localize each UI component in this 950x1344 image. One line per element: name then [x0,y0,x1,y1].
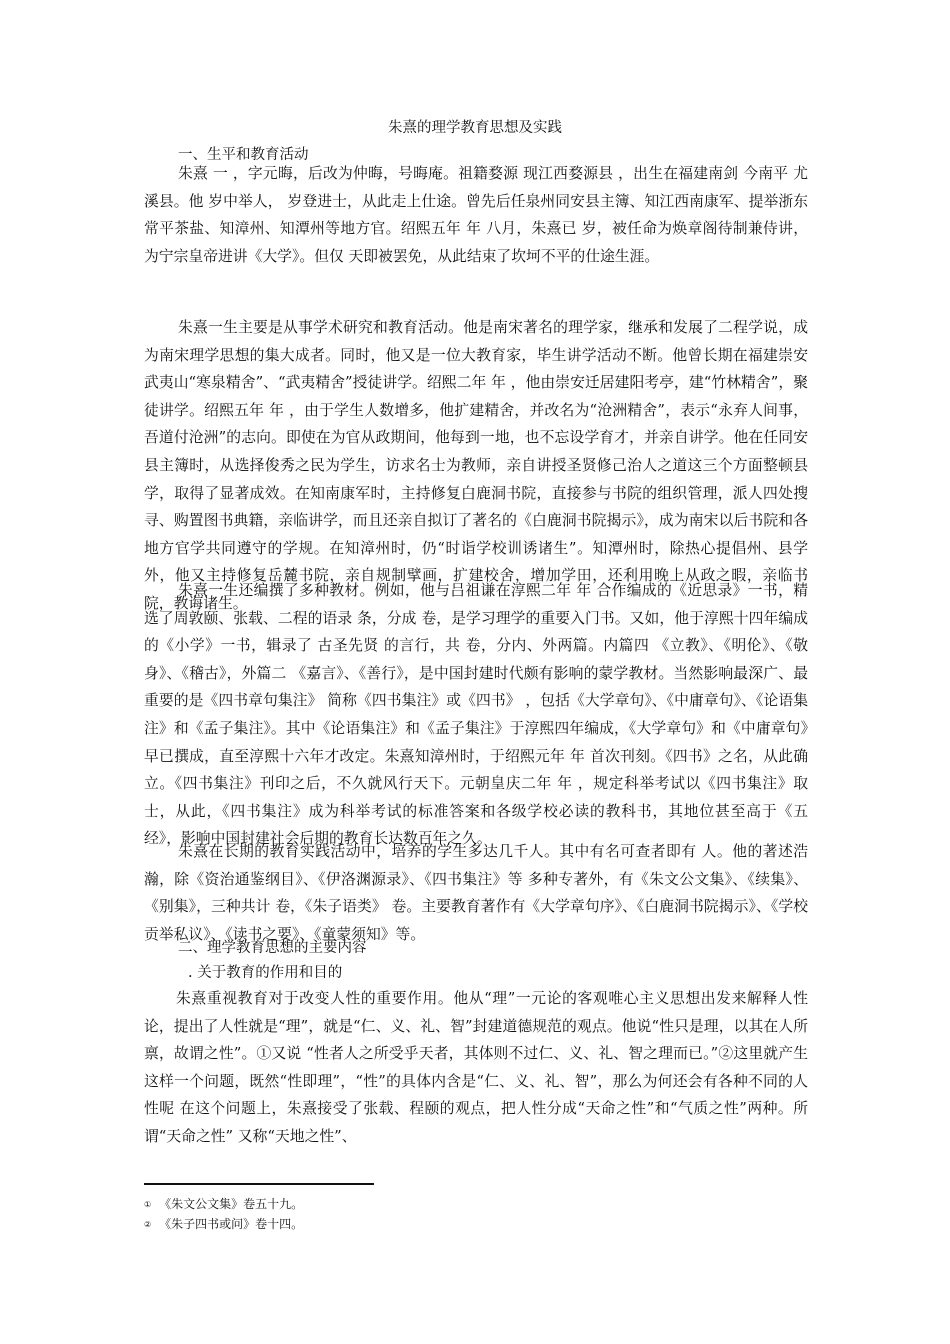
paragraph-human-nature: 朱熹重视教育对于改变人性的重要作用。他从“理”一元论的客观唯心主义思想出发来解释人性论，提出了人性就是“理”，就是“仁、义、礼、智”封建道德规范的观点。他说“性只是理，以其在人所禀，故谓之性”。①又说 “性者人之所受乎天者，其体则不过仁、义、礼、智之理而已。”②这里就产生这样一个问题，既然“性即理”，“性”的具体内含是“仁、义、礼、智”，那么为何还会有各种不同的人性呢 在这个问题上，朱熹接受了张载、程颐的观点，把人性分成“天命之性”和“气质之性”两种。所谓“天命之性” 又称“天地之性”、 [144,990,808,1145]
document-title: 朱熹的理学教育思想及实践 [388,120,562,136]
footnote-2 [144,1216,303,1233]
footnote-mark: ② [144,1220,152,1229]
footnote-mark: ① [144,1200,152,1209]
footnote-text: 《朱文公文集》卷五十九。 [159,1197,304,1211]
subsection-heading-purpose: . 关于教育的作用和目的 [188,965,343,981]
paragraph-textbooks: 朱熹一生还编撰了多种教材。例如，他与吕祖谦在淳熙二年 年 合作编成的《近思录》一书，精选了周敦颐、张载、二程的语录 条，分成 卷，是学习理学的重要入门书。又如，他于淳熙十四年编成的《小学》一书，辑录了 古圣先贤 的言行，共 卷，分内、外两篇。内篇四 《立教》、《明伦》、《敬身》、《稽古》，外篇二 《嘉言》、《善行》，是中国封建时代颇有影响的蒙学教材。当然影响最深广、最重要的是《四书章句集注》 简称《四书集注》或《四书》 ，包括《大学章句》、《中庸章句》、《论语集注》和《孟子集注》。其中《论语集注》和《孟子集注》于淳熙四年编成，《大学章句》和《中庸章句》早已撰成，直至淳熙十六年才改定。朱熹知漳州时，于绍熙元年 年 首次刊刻。《四书》之名，从此确立。《四书集注》刊印之后，不久就风行天下。元朝皇庆二年 年 ，规定科举考试以《四书集注》取士，从此，《四书集注》成为科举考试的标准答案和各级学校必读的教科书，其地位甚至高于《五经》，影响中国封建社会后期的教育长达数百年之久。 [144,582,808,848]
footnote-text: 《朱子四书或问》卷十四。 [159,1217,304,1231]
footnote-divider [144,1183,374,1185]
section-heading-biography: 一、生平和教育活动 [178,147,309,163]
section-heading-thought: 二、理学教育思想的主要内容 [178,940,367,956]
paragraph-teaching-activities: 朱熹一生主要是从事学术研究和教育活动。他是南宋著名的理学家，继承和发展了二程学说，成为南宋理学思想的集大成者。同时，他又是一位大教育家，毕生讲学活动不断。他曾长期在福建崇安武夷山“寒泉精舍”、“武夷精舍”授徒讲学。绍熙二年 年 ，他由崇安迁居建阳考亭，建“竹林精舍”，聚徒讲学。绍熙五年 年 ，由于学生人数增多，他扩建精舍，并改名为“沧洲精舍”，表示“永弃人间事，吾道付沧洲”的志向。即使在为官从政期间，他每到一地，也不忘设学育才，并亲自讲学。他在任同安县主簿时，从选择俊秀之民为学生，访求名士为教师，亲自讲授圣贤修己治人之道这三个方面整顿县学，取得了显著成效。在知南康军时，主持修复白鹿洞书院，直接参与书院的组织管理，派人四处搜寻、购置图书典籍，亲临讲学，而且还亲自拟订了著名的《白鹿洞书院揭示》，成为南宋以后书院和各地方官学共同遵守的学规。在知漳州时，仍“时诣学校训诱诸生”。知潭州时，除热心提倡州、县学外，他又主持修复岳麓书院，亲自规制擘画，扩建校舍，增加学田，还利用晚上从政之暇，亲临书院，教诲诸生。 [144,319,808,612]
footnote-1 [144,1196,303,1213]
paragraph-students-works: 朱熹在长期的教育实践活动中，培养的学生多达几千人。其中有名可查者即有 人。他的著述浩瀚，除《资治通鉴纲目》、《伊洛渊源录》、《四书集注》等 多种专著外，有《朱文公文集》、《续集》、《别集》，三种共计 卷，《朱子语类》 卷。主要教育著作有《大学章句序》、《白鹿洞书院揭示》、《学校贡举私议》、《读书之要》、《童蒙须知》等。 [144,843,808,943]
paragraph-biography: 朱熹 一 ，字元晦，后改为仲晦，号晦庵。祖籍婺源 现江西婺源县 ，出生在福建南剑 今南平 尤溪县。他 岁中举人， 岁登进士，从此走上仕途。曾先后任泉州同安县主簿、知江西南康军、提举浙东常平茶盐、知漳州、知潭州等地方官。绍熙五年 年 八月，朱熹已 岁，被任命为焕章阁待制兼侍讲，为宁宗皇帝进讲《大学》。但仅 天即被罢免，从此结束了坎坷不平的仕途生涯。 [144,165,808,265]
